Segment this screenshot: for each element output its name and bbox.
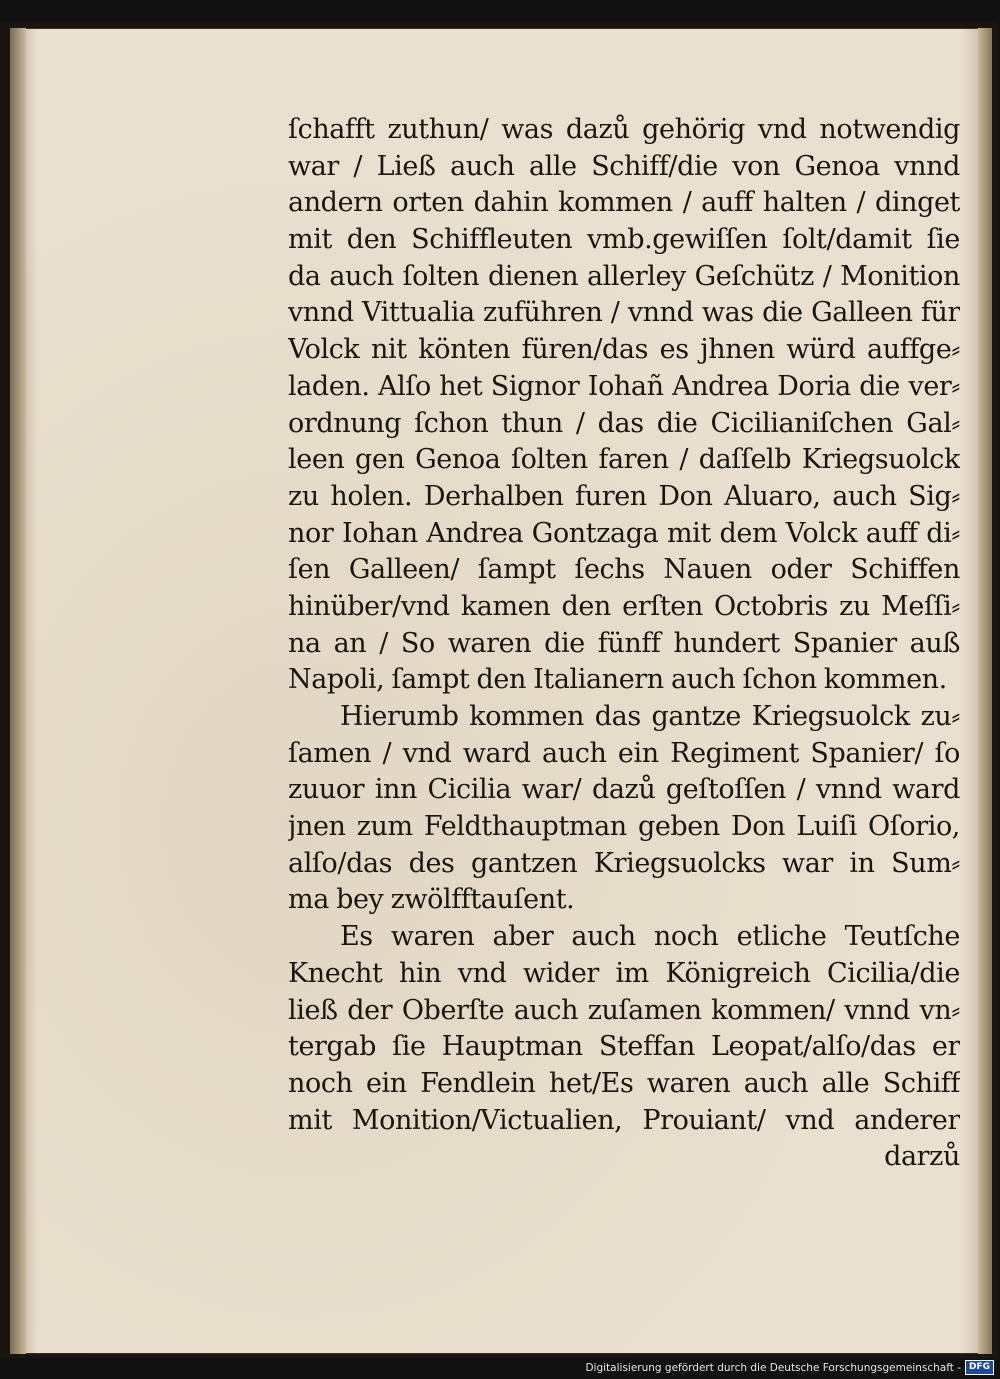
text-line: vnnd Vittualia zuführen / vnnd was die Galleen für xyxy=(288,297,960,329)
text-line: Volck nit könten füren/das es jhnen würd auffge⸗ xyxy=(288,334,960,366)
text-line: alſo/das des gantzen Kriegsuolcks war in Sum⸗ xyxy=(288,847,960,879)
text-line: war / Ließ auch alle Schiff/die von Genoa vnnd xyxy=(288,150,960,182)
text-line: Knecht hin vnd wider im Königreich Cicilia/die xyxy=(288,957,960,989)
text-line: ordnung ſchon thun / das die Cicilianiſchen Gal⸗ xyxy=(288,407,960,439)
text-line: zuuor inn Cicilia war/ dazů geſtoſſen / vnnd ward xyxy=(288,774,960,806)
page-gutter-left xyxy=(10,28,26,1354)
text-line: mit Monition/Victualien, Prouiant/ vnd anderer xyxy=(288,1104,960,1136)
text-line: zu holen. Derhalben furen Don Aluaro, auch Sig⸗ xyxy=(288,480,960,512)
text-line: ma bey zwölfftauſent. xyxy=(288,884,575,916)
text-line: ſamen / vnd ward auch ein Regiment Spanier/ ſo xyxy=(288,737,960,769)
digitization-footer xyxy=(585,1360,994,1375)
text-line: hinüber/vnd kamen den erſten Octobris zu Meſſi⸗ xyxy=(288,590,960,622)
text-line: andern orten dahin kommen / auff halten / dinget xyxy=(288,187,960,219)
page-text-block xyxy=(288,112,960,1176)
text-line: Hierumb kommen das gantze Kriegsuolck zu⸗ xyxy=(340,701,960,732)
text-line: noch ein Fendlein het/Es waren auch alle Schiff xyxy=(288,1067,960,1099)
text-line: jnen zum Feldthauptman geben Don Luiſi Oſorio, xyxy=(288,811,960,843)
text-line: ließ der Oberſte auch zuſamen kommen/ vnnd vn⸗ xyxy=(288,994,960,1026)
text-line: na an / So waren die fünff hundert Spanier auß xyxy=(288,627,960,659)
text-line: da auch ſolten dienen allerley Geſchütz / Monition xyxy=(288,260,960,292)
page-edge-right xyxy=(978,28,992,1354)
text-line: nor Iohan Andrea Gontzaga mit dem Volck auff di⸗ xyxy=(288,517,960,549)
text-line: Es waren aber auch noch etliche Teutſche xyxy=(340,921,960,953)
text-line: darzů xyxy=(884,1141,960,1173)
text-line: Napoli, ſampt den Italianern auch ſchon kommen. xyxy=(288,664,947,696)
text-line: leen gen Genoa ſolten faren / daſſelb Kriegsuolck xyxy=(288,444,960,476)
dfg-logo-icon: DFG xyxy=(965,1360,994,1375)
text-line: laden. Alſo het Signor Iohañ Andrea Doria die ver⸗ xyxy=(288,370,960,402)
text-line: mit den Schiffleuten vmb.gewiſſen ſolt/damit ſie xyxy=(288,224,960,256)
text-line: ſchafft zuthun/ was dazů gehörig vnd notwendig xyxy=(288,114,960,145)
text-line: ſen Galleen/ ſampt ſechs Nauen oder Schiffen xyxy=(288,554,960,586)
footer-credit-text: Digitalisierung gefördert durch die Deutsche Forschungsgemeinschaft - xyxy=(585,1361,961,1374)
text-line: tergab ſie Hauptman Steffan Leopat/alſo/das er xyxy=(288,1031,960,1063)
